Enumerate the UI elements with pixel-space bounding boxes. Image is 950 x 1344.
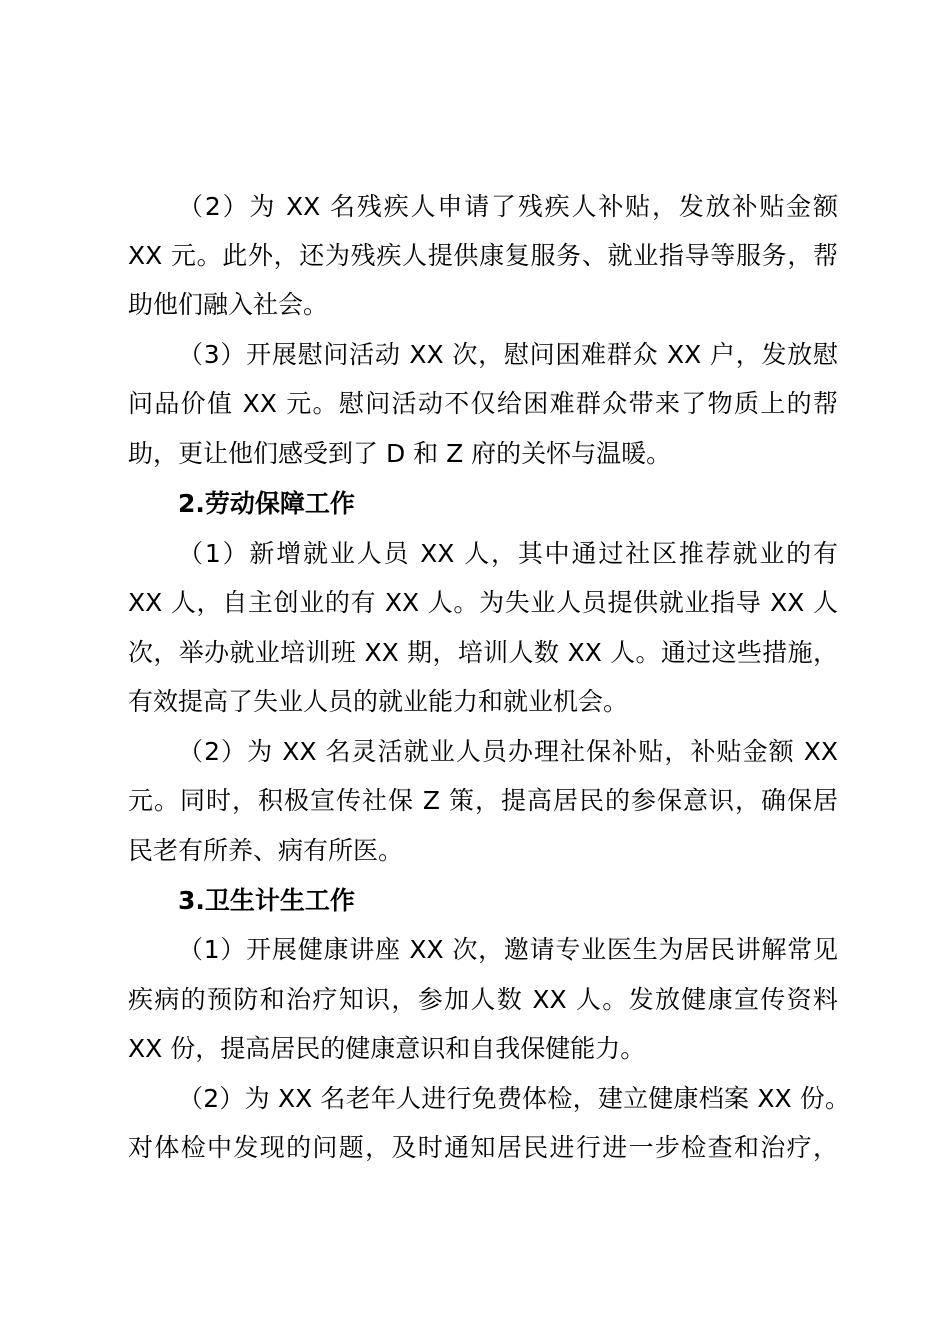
paragraph-line: （2）为 XX 名灵活就业人员办理社保补贴，补贴金额 XX <box>178 737 838 766</box>
paragraph-line: 助他们融入社会。 <box>128 290 329 319</box>
paragraph-line: 元。同时，积极宣传社保 Z 策，提高居民的参保意识，确保居 <box>128 786 838 815</box>
paragraph-line: 对体检中发现的问题，及时通知居民进行进一步检查和治疗， <box>128 1133 838 1162</box>
paragraph-line: 有效提高了失业人员的就业能力和就业机会。 <box>128 687 629 716</box>
paragraph-line: （3）开展慰问活动 XX 次，慰问困难群众 XX 户，发放慰 <box>178 340 838 369</box>
paragraph-line: 助，更让他们感受到了 D 和 Z 府的关怀与温暖。 <box>128 439 672 468</box>
paragraph-line: 问品价值 XX 元。慰问活动不仅给困难群众带来了物质上的帮 <box>128 389 838 418</box>
paragraph-line: 疾病的预防和治疗知识，参加人数 XX 人。发放健康宣传资料 <box>128 985 838 1014</box>
section-heading: 3.卫生计生工作 <box>178 886 355 915</box>
paragraph-line: XX 人，自主创业的有 XX 人。为失业人员提供就业指导 XX 人 <box>128 588 838 617</box>
paragraph-line: 民老有所养、病有所医。 <box>128 836 404 865</box>
paragraph-line: （2）为 XX 名老年人进行免费体检，建立健康档案 XX 份。 <box>178 1084 850 1113</box>
paragraph-line: （1）开展健康讲座 XX 次，邀请专业医生为居民讲解常见 <box>178 935 838 964</box>
paragraph-line: （2）为 XX 名残疾人申请了残疾人补贴，发放补贴金额 <box>178 192 838 221</box>
paragraph-line: （1）新增就业人员 XX 人，其中通过社区推荐就业的有 <box>178 539 838 568</box>
section-heading: 2.劳动保障工作 <box>178 489 355 518</box>
paragraph-line: 次，举办就业培训班 XX 期，培训人数 XX 人。通过这些措施， <box>128 638 838 667</box>
paragraph-line: XX 份，提高居民的健康意识和自我保健能力。 <box>128 1034 646 1063</box>
paragraph-line: XX 元。此外，还为残疾人提供康复服务、就业指导等服务，帮 <box>128 241 838 270</box>
